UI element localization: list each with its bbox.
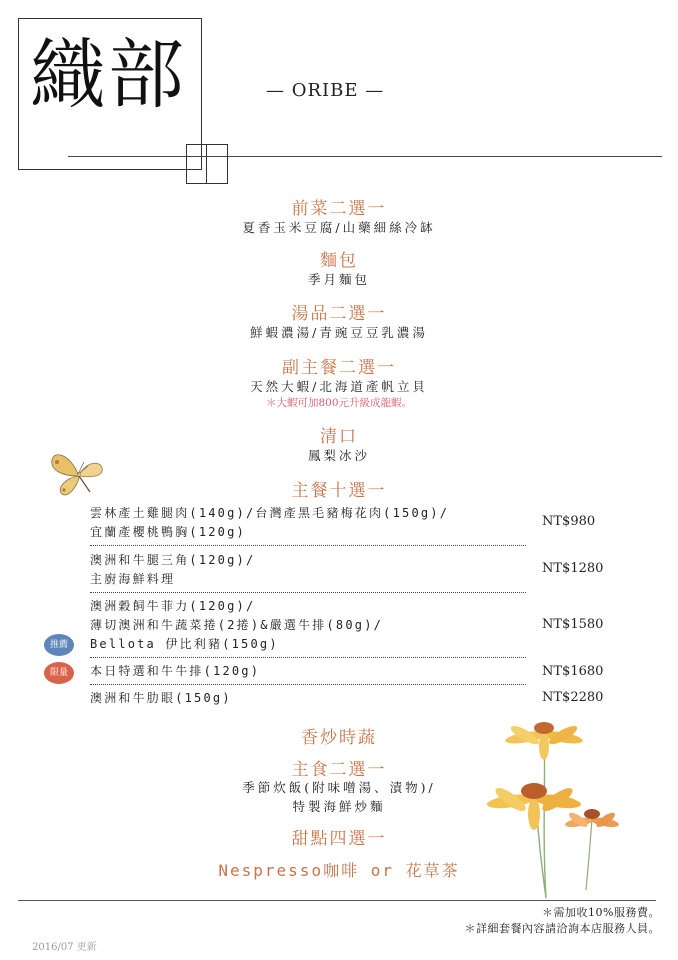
sub-main-items: 天然大蝦/北海道產帆立貝 xyxy=(250,379,428,394)
staple-items-line-1: 季節炊飯(附味噌湯、漬物)/ xyxy=(242,780,436,795)
main-row-2-price: NT$1280 xyxy=(542,561,604,576)
row-divider xyxy=(90,592,526,593)
row-divider xyxy=(90,684,526,685)
bread-items: 季月麵包 xyxy=(307,272,370,287)
palate-items: 鳳梨冰沙 xyxy=(307,448,370,463)
row-divider xyxy=(90,657,526,658)
brand-name: — ORIBE — xyxy=(266,80,385,101)
service-charge-note: ＊需加收10%服務費。 xyxy=(542,906,660,919)
flower-illustration xyxy=(472,708,632,900)
logo-title: 織部 xyxy=(30,30,186,119)
logo-small-square xyxy=(186,144,228,184)
main-row-5-price: NT$2280 xyxy=(542,690,604,705)
row-divider xyxy=(90,545,526,546)
soup-items: 鮮蝦濃湯/青豌豆豆乳濃湯 xyxy=(250,325,428,340)
details-note: ＊詳細套餐內容請洽詢本店服務人員。 xyxy=(464,922,660,935)
main-row-5-line-1: 澳洲和牛肋眼(150g) xyxy=(90,691,232,705)
main-row-3-line-2: 薄切澳洲和牛蔬菜捲(2捲)&嚴選牛排(80g)/ xyxy=(90,618,384,632)
main-row-3-line-3: Bellota 伊比利豬(150g) xyxy=(90,637,279,651)
palate-title: 清口 xyxy=(320,427,358,447)
bread-title: 麵包 xyxy=(320,251,358,271)
staple-items-line-2: 特製海鮮炒麵 xyxy=(292,799,386,814)
update-date: 2016/07 更新 xyxy=(32,942,97,953)
appetizer-title: 前菜二選一 xyxy=(291,199,387,219)
main-row-1-price: NT$980 xyxy=(542,514,596,529)
main-row-2-line-1: 澳洲和牛腿三角(120g)/ xyxy=(90,553,256,567)
main-row-1-line-1: 雲林產土雞腿肉(140g)/台灣產黑毛豬梅花肉(150g)/ xyxy=(90,506,450,520)
dessert-title: 甜點四選一 xyxy=(291,829,387,849)
main-course-title: 主餐十選一 xyxy=(291,481,387,501)
limited-badge: 限量 xyxy=(44,662,74,684)
sub-main-note: ＊大蝦可加800元升級成龍蝦。 xyxy=(265,397,413,409)
sub-main-title: 副主餐二選一 xyxy=(282,358,396,378)
appetizer-items: 夏香玉米豆腐/山藥細絲冷缽 xyxy=(242,220,436,235)
main-row-3-line-1: 澳洲穀飼牛菲力(120g)/ xyxy=(90,599,256,613)
footer-divider xyxy=(18,900,656,901)
main-row-2-line-2: 主廚海鮮料理 xyxy=(90,572,176,586)
soup-title: 湯品二選一 xyxy=(291,304,387,324)
main-row-4-line-1: 本日特選和牛牛排(120g) xyxy=(90,664,261,678)
vegetable-title: 香炒時蔬 xyxy=(301,728,377,748)
staple-title: 主食二選一 xyxy=(291,760,387,780)
main-row-1-line-2: 宜蘭產櫻桃鴨胸(120g) xyxy=(90,525,246,539)
logo-square-divider xyxy=(206,144,207,184)
header-divider xyxy=(68,156,662,157)
main-row-4-price: NT$1680 xyxy=(542,664,604,679)
main-row-3-price: NT$1580 xyxy=(542,617,604,632)
drink-options: Nespresso咖啡 or 花草茶 xyxy=(218,861,460,880)
recommend-badge: 推薦 xyxy=(44,634,74,656)
